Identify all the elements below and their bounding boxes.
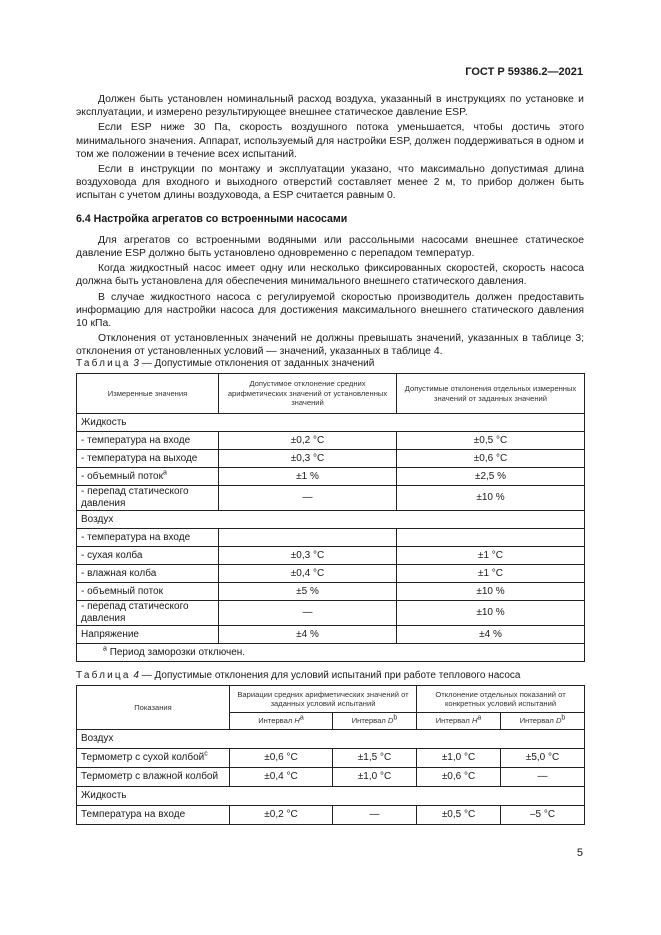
- table-cell-value: ±1 °С: [397, 565, 585, 583]
- table-cell-value: ±0,6 °С: [397, 450, 585, 468]
- row-label: Термометр с влажной колбой: [81, 771, 219, 782]
- table4-caption: [76, 669, 521, 682]
- table-cell-value: ±0,5 °С: [417, 806, 501, 825]
- table3: [76, 373, 585, 662]
- table3-footnote: [77, 644, 585, 662]
- table-cell-value: ±0,3 °С: [219, 547, 397, 565]
- table-row: [77, 547, 585, 565]
- table-cell-label: [77, 529, 219, 547]
- table-group-label: Жидкость: [77, 787, 585, 806]
- table-row: [77, 414, 585, 432]
- table-cell-value: —: [333, 806, 417, 825]
- table-cell-label: [77, 547, 219, 565]
- row-label: Термометр с сухой колбой: [81, 752, 205, 763]
- table-cell-value: —: [219, 486, 397, 511]
- table3-header: Допустимое отклонение средних арифметических значений от установленных значений: [219, 374, 397, 414]
- table-group-label: Воздух: [77, 730, 585, 749]
- paragraph: В случае жидкостного насоса с регулируемой скоростью производитель должен предоставить информацию для настройки насоса для достижения максимального внешнего статического давления 10 кПа.: [76, 291, 584, 330]
- table-group-label: Воздух: [77, 511, 585, 529]
- table3-header: Допустимые отклонения отдельных измеренных значений от заданных значений: [397, 374, 585, 414]
- table-cell-value: [219, 529, 397, 547]
- footnote-mark: a: [103, 645, 107, 653]
- table-cell-value: ±10 %: [397, 601, 585, 626]
- table-cell-value: ±0,4 °С: [219, 565, 397, 583]
- table4: [76, 685, 585, 825]
- table-cell-value: ±1 °С: [397, 547, 585, 565]
- table-cell-value: ±5,0 °С: [501, 749, 585, 768]
- caption-word: Таблица: [76, 670, 131, 681]
- table3-caption: [76, 357, 374, 370]
- table4-header: Показания: [77, 686, 230, 730]
- table-cell-label: [77, 468, 219, 486]
- paragraph: Если в инструкции по монтажу и эксплуатации указано, что максимально допустимая длина воздуховода для входного и выходного отверстий составляет менее 2 м, то прибор должен быть испытан с учетом длины воздуховода, а ESP считается равным 0.: [76, 164, 584, 202]
- row-label: - объемный поток: [81, 585, 163, 597]
- footnote-ref: a: [163, 469, 167, 477]
- table-cell-value: ±4 %: [397, 626, 585, 644]
- table-cell-label: [77, 486, 219, 511]
- table-cell-value: ±10 %: [397, 583, 585, 601]
- table4-header: Отклонение отдельных показаний от конкретных условий испытаний: [417, 686, 585, 713]
- table-row: [77, 749, 585, 768]
- table3-body: [77, 414, 585, 644]
- table-cell-value: ±1,0 °С: [417, 749, 501, 768]
- table-row: [77, 626, 585, 644]
- page-number: 5: [576, 847, 583, 859]
- section-heading: 6.4 Настройка агрегатов со встроенными насосами: [76, 212, 348, 225]
- table-cell-label: [77, 583, 219, 601]
- table-cell-value: ±1 %: [219, 468, 397, 486]
- table-cell-label: [77, 601, 219, 626]
- document-id: ГОСТ Р 59386.2—2021: [465, 66, 583, 78]
- table4-subheader: Интервал $D^b$: [501, 713, 585, 730]
- table-cell-value: —: [501, 768, 585, 787]
- table-cell-value: ±0,6 °С: [417, 768, 501, 787]
- table4-subheader: Интервал $H^a$: [230, 713, 333, 730]
- table-cell-value: ±4 %: [219, 626, 397, 644]
- paragraph: Должен быть установлен номинальный расход воздуха, указанный в инструкциях по установке и эксплуатации, и измерено результирующее внешнее статическое давление ESP.: [76, 94, 584, 119]
- table-row: [77, 486, 585, 511]
- row-label: Температура на входе: [81, 809, 186, 820]
- table-cell-label: [77, 450, 219, 468]
- table4-subheader: Интервал $D^b$: [333, 713, 417, 730]
- table-row: [77, 806, 585, 825]
- table-cell-value: ±1,0 °С: [333, 768, 417, 787]
- paragraph: Отклонения от установленных значений не должны превышать значений, указанных в таблице 3; отклонения от установленных условий — значений, указанных в таблице 4.: [76, 333, 584, 358]
- table-cell-value: ±0,4 °С: [230, 768, 333, 787]
- table-cell-value: ±0,6 °С: [230, 749, 333, 768]
- caption-text: — Допустимые отклонения от заданных значений: [141, 358, 375, 369]
- table-cell-label: [77, 749, 230, 768]
- caption-text: — Допустимые отклонения для условий испытаний при работе теплового насоса: [141, 670, 521, 681]
- row-label: - сухая колба: [81, 549, 143, 561]
- table3-header: Измеренные значения: [77, 374, 219, 414]
- table-cell-label: [77, 806, 230, 825]
- row-label: - температура на входе: [81, 434, 191, 446]
- table-row: [77, 730, 585, 749]
- table-cell-value: ±2,5 %: [397, 468, 585, 486]
- row-label: Напряжение: [81, 628, 139, 640]
- body-text: [76, 93, 584, 361]
- table-row: [77, 601, 585, 626]
- paragraph: Если ESP ниже 30 Па, скорость воздушного потока уменьшается, чтобы достичь этого минимального значения. Аппарат, используемый для настройки ESP, должен поддерживаться в одном и том же положении в течение всех испытаний.: [76, 122, 584, 160]
- table-row: [77, 450, 585, 468]
- table-row: [77, 583, 585, 601]
- table4-header: Вариации средних арифметических значений от заданных условий испытаний: [230, 686, 417, 713]
- row-label: - температура на выходе: [81, 452, 198, 464]
- table-cell-value: ±0,2 °С: [219, 432, 397, 450]
- table-cell-value: [397, 529, 585, 547]
- table-cell-value: —: [219, 601, 397, 626]
- table-cell-label: [77, 626, 219, 644]
- table-cell-value: ±5 %: [219, 583, 397, 601]
- table-cell-value: ±0,2 °С: [230, 806, 333, 825]
- table-row: [77, 468, 585, 486]
- paragraph: Для агрегатов со встроенными водяными или рассольными насосами внешнее статическое давление ESP должно быть установлено одновременно с перепадом температур.: [76, 234, 584, 260]
- row-label: - влажная колба: [81, 567, 157, 579]
- caption-word: Таблица: [76, 358, 131, 369]
- footnote-ref: c: [204, 750, 208, 758]
- footnote-text: Период заморозки отключен.: [109, 646, 246, 658]
- table-cell-value: ±10 %: [397, 486, 585, 511]
- table-row: [77, 768, 585, 787]
- row-label: - перепад статического давления: [81, 486, 189, 509]
- caption-number: 3: [133, 358, 139, 369]
- table-cell-value: –5 °С: [501, 806, 585, 825]
- table-cell-value: ±0,5 °С: [397, 432, 585, 450]
- row-label: - перепад статического давления: [81, 601, 189, 624]
- table-row: [77, 787, 585, 806]
- table4-subheader: Интервал $H^a$: [417, 713, 501, 730]
- table-cell-label: [77, 565, 219, 583]
- table4-body: [77, 730, 585, 825]
- table-row: [77, 511, 585, 529]
- table-group-label: Жидкость: [77, 414, 585, 432]
- row-label: - температура на входе: [81, 531, 191, 543]
- table-cell-value: ±0,3 °С: [219, 450, 397, 468]
- table-cell-value: ±1,5 °С: [333, 749, 417, 768]
- row-label: - объемный поток: [81, 470, 163, 482]
- table-row: [77, 432, 585, 450]
- table-row: [77, 565, 585, 583]
- table-cell-label: [77, 432, 219, 450]
- caption-number: 4: [133, 670, 139, 681]
- table-cell-label: [77, 768, 230, 787]
- table-row: [77, 529, 585, 547]
- paragraph: Когда жидкостный насос имеет одну или несколько фиксированных скоростей, скорость насоса должна быть установлена для обеспечения минимального внешнего статического давления.: [76, 263, 584, 288]
